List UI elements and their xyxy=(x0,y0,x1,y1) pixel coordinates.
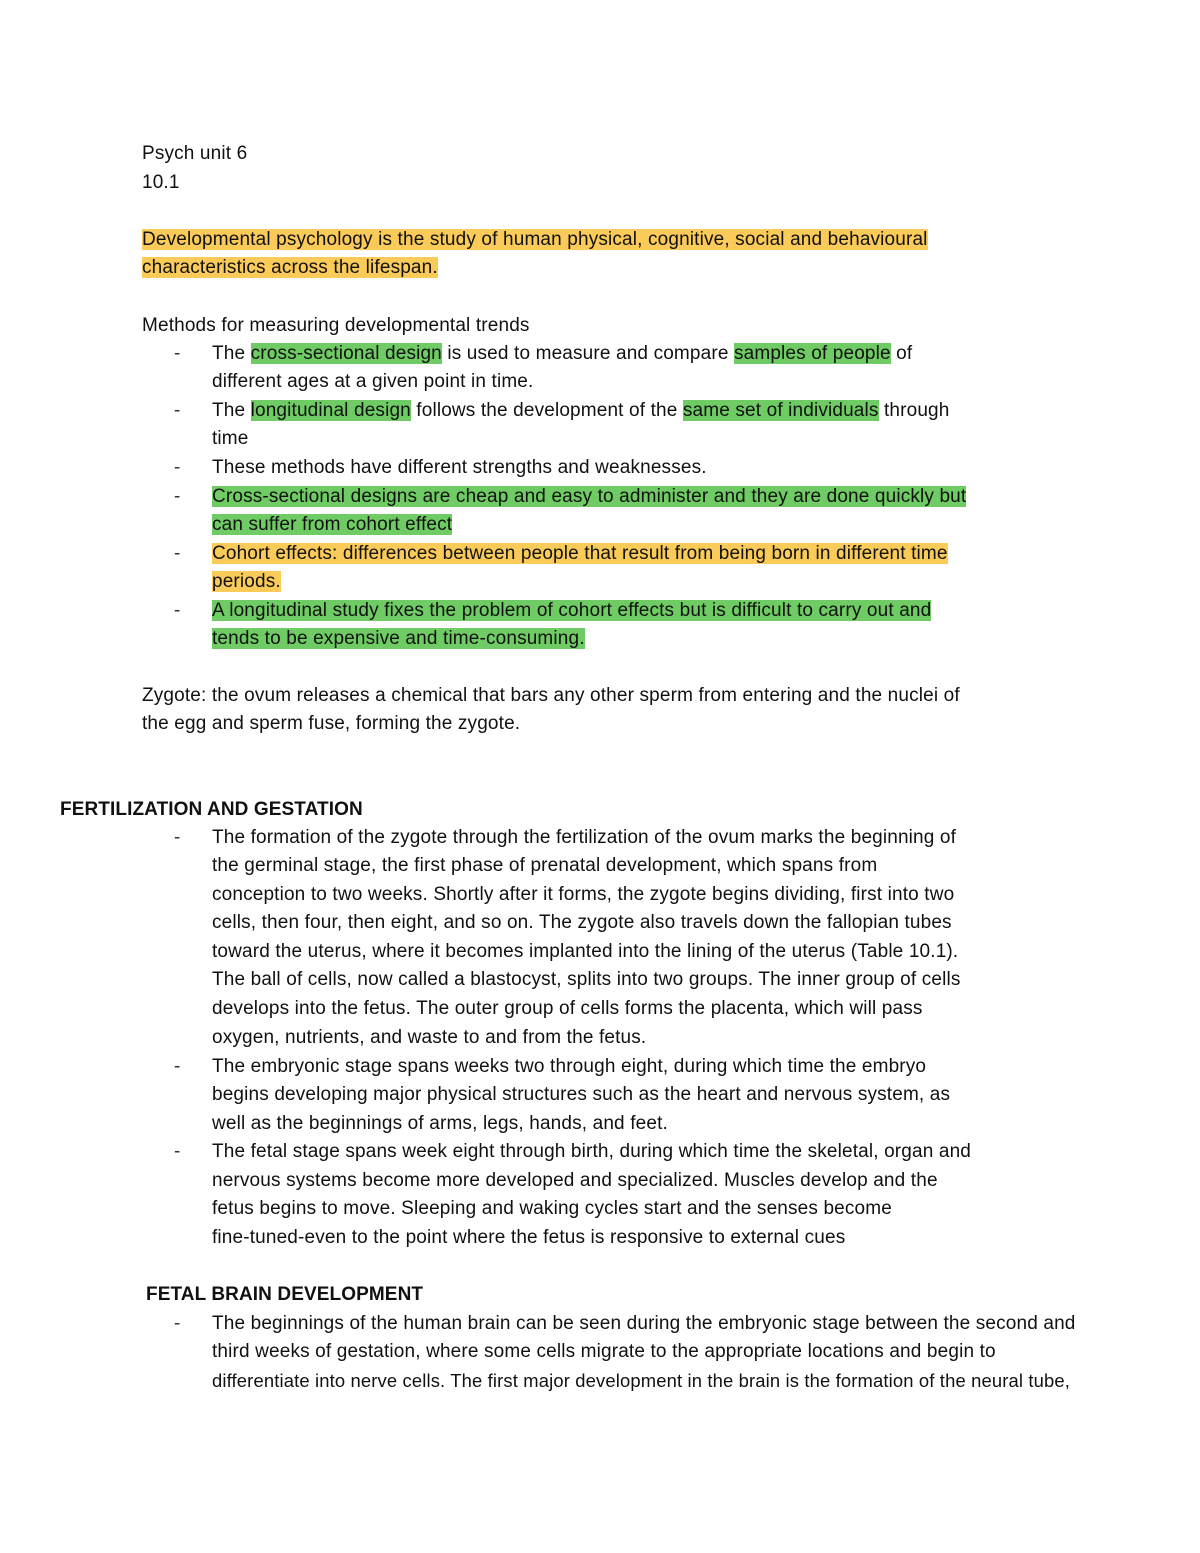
doc-title: Psych unit 6 xyxy=(142,143,248,164)
bullet-dash: - xyxy=(174,343,181,364)
methods-bullet-3: These methods have different strengths and weaknesses. xyxy=(212,457,707,478)
fertilization-b2-line: begins developing major physical structures such as the heart and nervous system, as xyxy=(212,1084,951,1105)
fertilization-b1-line: The formation of the zygote through the fertilization of the ovum marks the beginning of xyxy=(212,827,957,848)
fertilization-b2-line: The embryonic stage spans weeks two through eight, during which time the embryo xyxy=(212,1056,927,1077)
fertilization-b1-line: cells, then four, then eight, and so on. The zygote also travels down the fallopian tubes xyxy=(212,912,952,933)
brain-b1-line: third weeks of gestation, where some cells migrate to the appropriate locations and begin to xyxy=(212,1341,996,1362)
definition-highlight: characteristics across the lifespan. xyxy=(142,257,438,278)
fertilization-b1-line: conception to two weeks. Shortly after it forms, the zygote begins dividing, first into two xyxy=(212,884,955,905)
bullet-dash: - xyxy=(174,457,181,478)
methods-bullet-5-line-1: Cohort effects: differences between people that result from being born in different time xyxy=(212,543,948,564)
brain-b1-line: differentiate into nerve cells. The first major development in the brain is the formation of the neural tube, xyxy=(212,1370,1071,1391)
methods-bullet-6-line-1: A longitudinal study fixes the problem of cohort effects but is difficult to carry out and xyxy=(212,600,932,621)
fertilization-b2-line: well as the beginnings of arms, legs, hands, and feet. xyxy=(212,1113,668,1134)
bullet-dash: - xyxy=(174,486,181,507)
methods-bullet-5-line-2: periods. xyxy=(212,571,281,592)
term-same-set-of-individuals: same set of individuals xyxy=(682,400,879,421)
brain-b1-line: The beginnings of the human brain can be seen during the embryonic stage between the second and xyxy=(212,1313,1076,1334)
bullet-dash: - xyxy=(174,543,181,564)
fertilization-b1-line: the germinal stage, the first phase of prenatal development, which spans from xyxy=(212,855,878,876)
bullet-dash: - xyxy=(174,1141,181,1162)
methods-bullet-1-line-2: different ages at a given point in time. xyxy=(212,371,534,392)
term-cross-sectional-design: cross-sectional design xyxy=(250,343,442,364)
bullet-dash: - xyxy=(174,1313,181,1334)
section-number: 10.1 xyxy=(142,172,180,193)
section-heading-fetal-brain: FETAL BRAIN DEVELOPMENT xyxy=(146,1284,424,1305)
definition-highlight: Developmental psychology is the study of human physical, cognitive, social and behavioural xyxy=(142,229,928,250)
bullet-dash: - xyxy=(174,600,181,621)
definition-line-1 xyxy=(142,227,928,253)
term-samples-of-people: samples of people xyxy=(733,343,891,364)
methods-bullet-1-line-1: The cross-sectional design is used to measure and compare samples of people of xyxy=(212,343,913,364)
methods-intro: Methods for measuring developmental trends xyxy=(142,315,530,336)
methods-bullet-2-line-1: The longitudinal design follows the development of the same set of individuals through xyxy=(212,400,950,421)
methods-bullet-4-line-1: Cross-sectional designs are cheap and easy to administer and they are done quickly but xyxy=(212,486,967,507)
section-heading-fertilization: FERTILIZATION AND GESTATION xyxy=(60,799,363,820)
bullet-dash: - xyxy=(174,827,181,848)
methods-bullet-6-line-2: tends to be expensive and time-consuming. xyxy=(212,628,585,649)
fertilization-b1-line: develops into the fetus. The outer group of cells forms the placenta, which will pass xyxy=(212,998,923,1019)
fertilization-b3-line: fetus begins to move. Sleeping and waking cycles start and the senses become xyxy=(212,1198,892,1219)
definition-line-2 xyxy=(142,255,438,281)
fertilization-b3-line: fine-tuned-even to the point where the fetus is responsive to external cues xyxy=(212,1227,846,1248)
fertilization-b1-line: oxygen, nutrients, and waste to and from the fetus. xyxy=(212,1027,647,1048)
fertilization-b3-line: nervous systems become more developed and specialized. Muscles develop and the xyxy=(212,1170,938,1191)
fertilization-b1-line: toward the uterus, where it becomes implanted into the lining of the uterus (Table 10.1). xyxy=(212,941,959,962)
zygote-line-1: Zygote: the ovum releases a chemical that bars any other sperm from entering and the nuclei of xyxy=(142,685,960,706)
fertilization-b3-line: The fetal stage spans week eight through birth, during which time the skeletal, organ and xyxy=(212,1141,972,1162)
fertilization-b1-line: The ball of cells, now called a blastocyst, splits into two groups. The inner group of cells xyxy=(212,969,961,990)
zygote-line-2: the egg and sperm fuse, forming the zygote. xyxy=(142,713,521,734)
methods-bullet-4-line-2: can suffer from cohort effect xyxy=(212,514,453,535)
bullet-dash: - xyxy=(174,400,181,421)
methods-bullet-2-line-2: time xyxy=(212,428,249,449)
term-longitudinal-design: longitudinal design xyxy=(250,400,411,421)
bullet-dash: - xyxy=(174,1056,181,1077)
